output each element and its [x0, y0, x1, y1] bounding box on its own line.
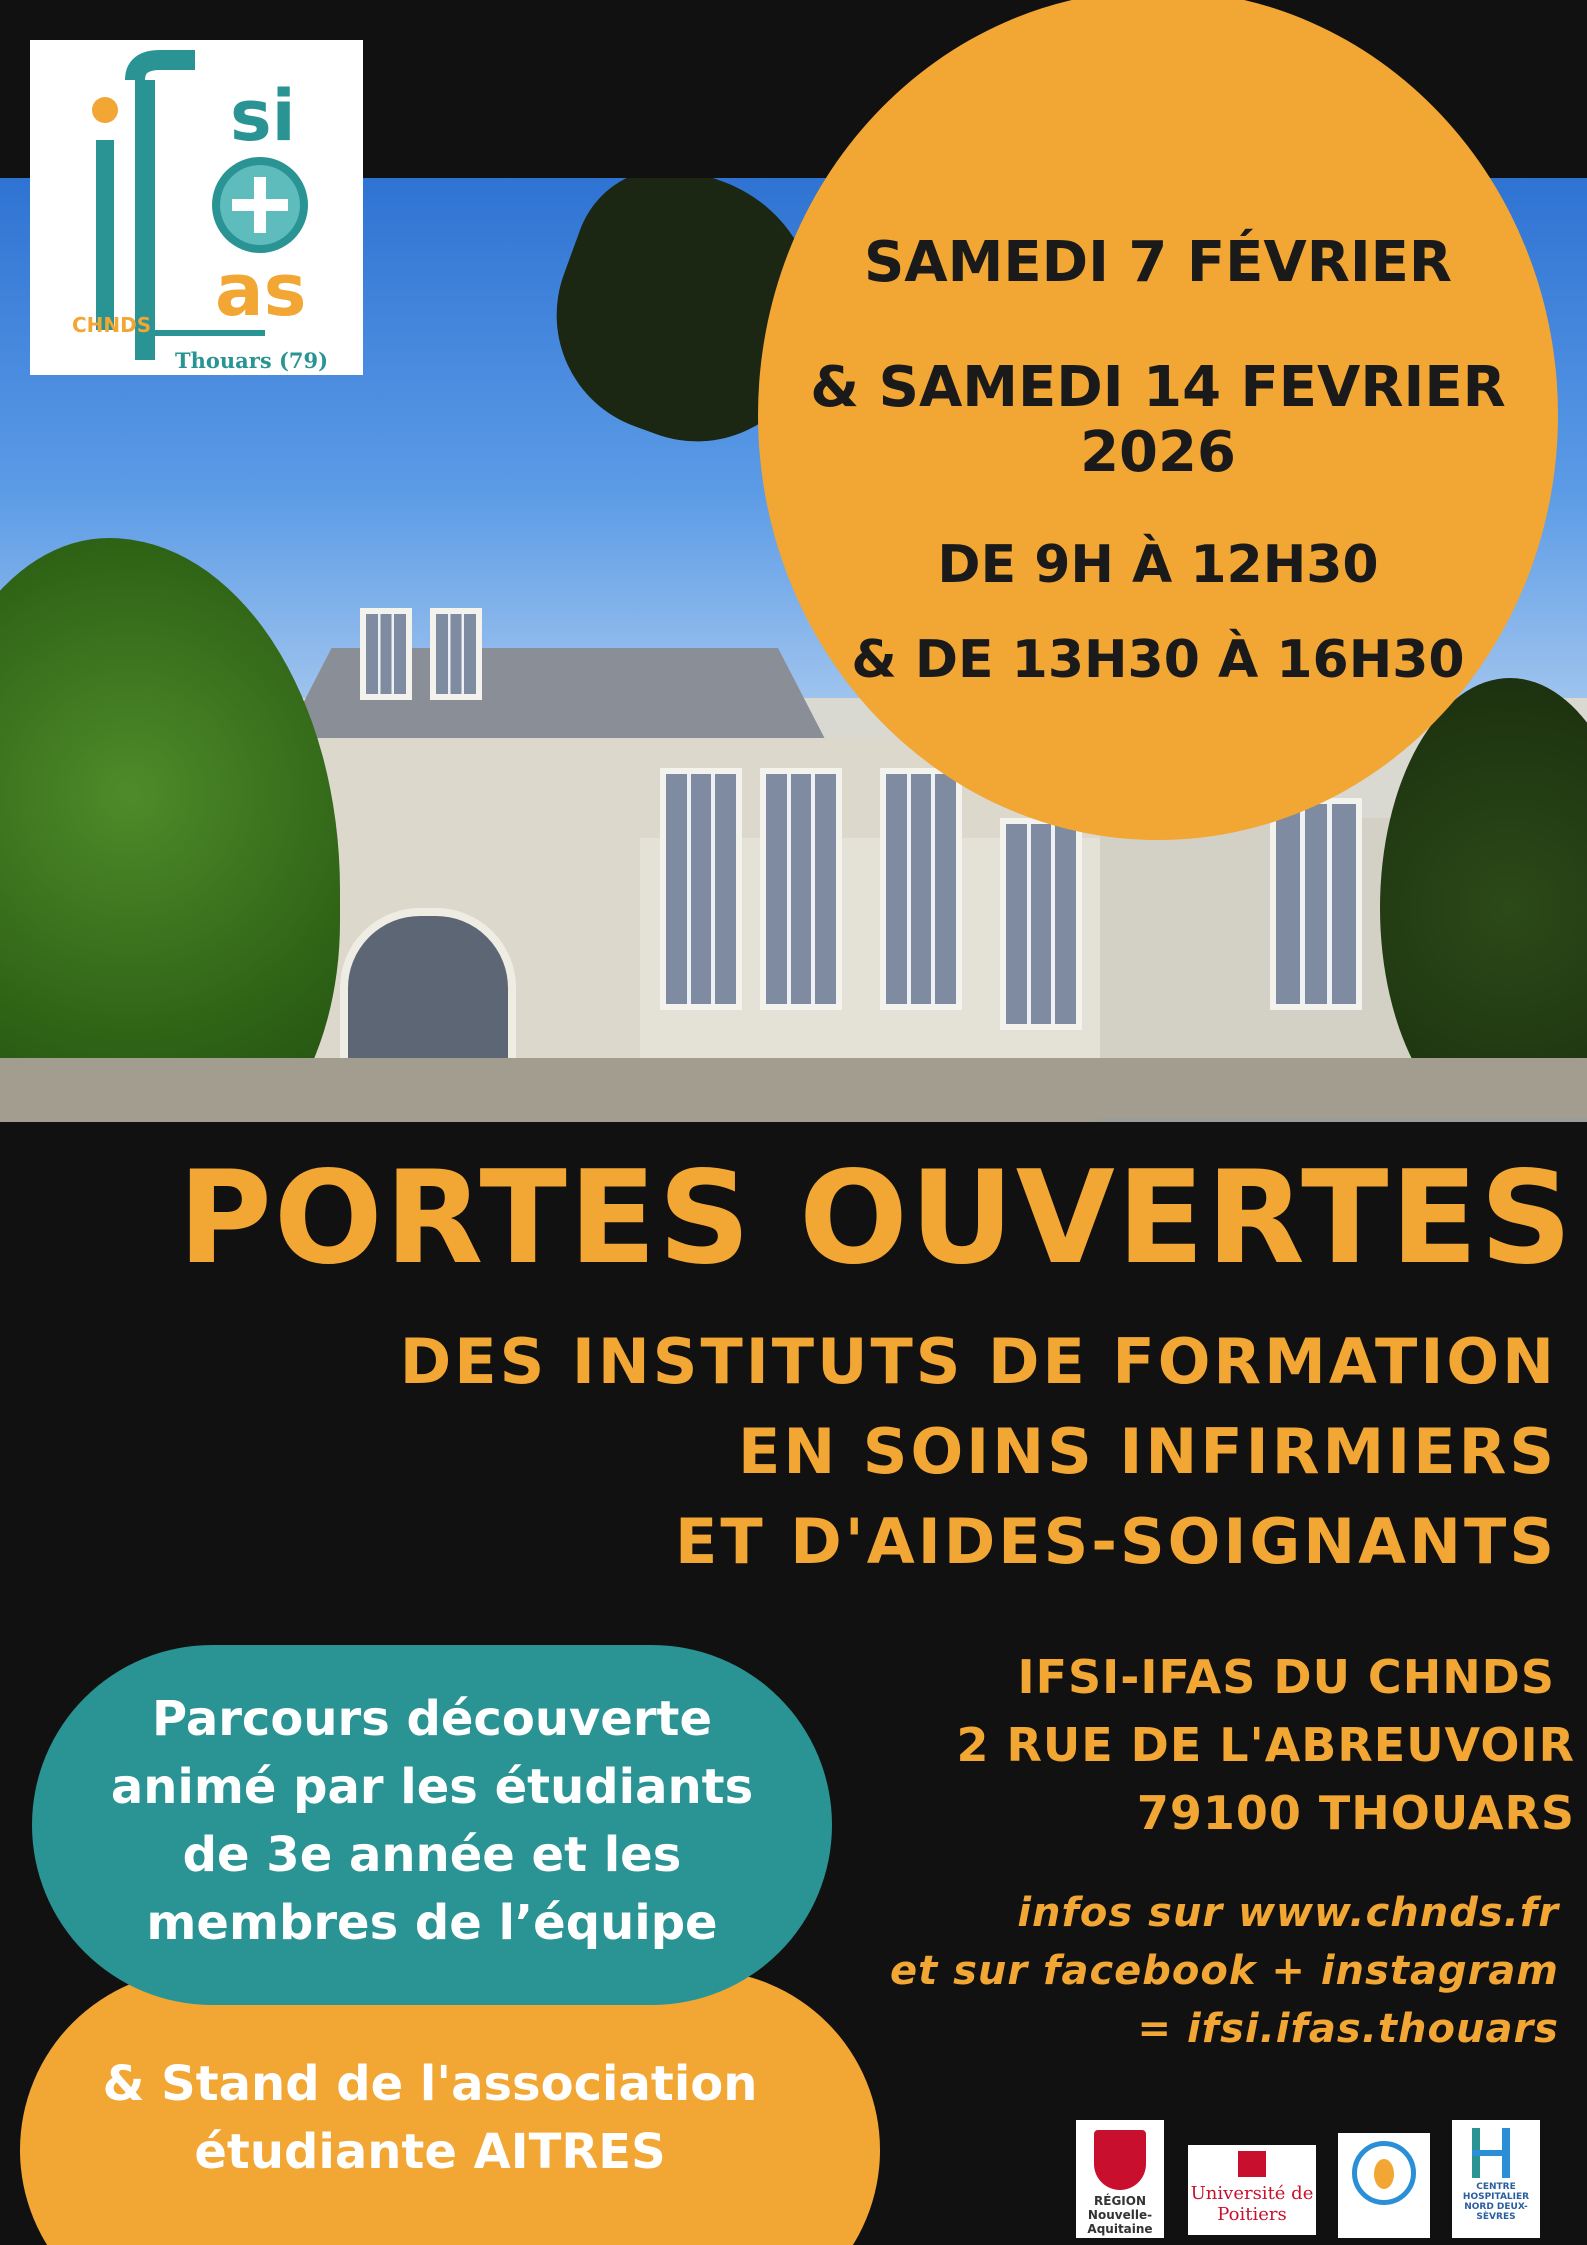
parcours-line-4: membres de l’équipe: [146, 1895, 718, 1951]
event-subtitle-1: DES INSTITUTS DE FORMATION: [399, 1325, 1557, 1398]
date-line-1: SAMEDI 7 FÉVRIER: [863, 230, 1453, 295]
stand-line-2: étudiante AITRES: [194, 2124, 666, 2180]
date-line-2: & SAMEDI 14 FEVRIER 2026: [810, 355, 1506, 485]
address-line-1: IFSI-IFAS DU CHNDS: [1017, 1650, 1555, 1704]
ch-logo: [1338, 2133, 1430, 2238]
ch-nord-deux-sevres-logo: [1452, 2120, 1540, 2238]
info-line-3: = ifsi.ifas.thouars: [1137, 2006, 1559, 2052]
event-subtitle-2: EN SOINS INFIRMIERS: [737, 1415, 1557, 1488]
hours-line-2: & DE 13H30 À 16H30: [851, 630, 1465, 690]
stand-line-1: & Stand de l'association: [102, 2056, 758, 2112]
univ-label: Université de Poitiers: [1190, 2183, 1314, 2225]
event-title: PORTES OUVERTES: [178, 1144, 1574, 1293]
parcours-line-1: Parcours découverte: [151, 1691, 713, 1747]
logo-chnds: CHNDS: [72, 313, 152, 337]
region-logo: [1076, 2120, 1164, 2238]
address-line-2: 2 RUE DE L'ABREUVOIR: [956, 1718, 1575, 1772]
parcours-line-3: de 3e année et les: [182, 1827, 682, 1883]
parcours-line-2: animé par les étudiants: [110, 1759, 754, 1815]
ch-nord-label: CENTRE HOSPITALIER NORD DEUX-SÈVRES: [1462, 2182, 1530, 2222]
stand-text: [20, 2050, 840, 2186]
univ-poitiers-logo: [1188, 2145, 1316, 2235]
region-label: RÉGION Nouvelle-Aquitaine: [1087, 2194, 1153, 2236]
hours-line-1: DE 9H À 12H30: [937, 535, 1379, 595]
logo-as: as: [215, 248, 307, 332]
ifsi-ifas-logo: [30, 40, 363, 375]
event-subtitle-3: ET D'AIDES-SOIGNANTS: [675, 1505, 1557, 1578]
info-line-1: infos sur www.chnds.fr: [1017, 1890, 1559, 1936]
info-line-2: et sur facebook + instagram: [889, 1948, 1559, 1994]
parcours-text: [32, 1685, 832, 1957]
address-line-3: 79100 THOUARS: [1136, 1786, 1575, 1840]
logo-thouars: Thouars (79): [175, 348, 329, 373]
logo-si: si: [230, 75, 296, 157]
